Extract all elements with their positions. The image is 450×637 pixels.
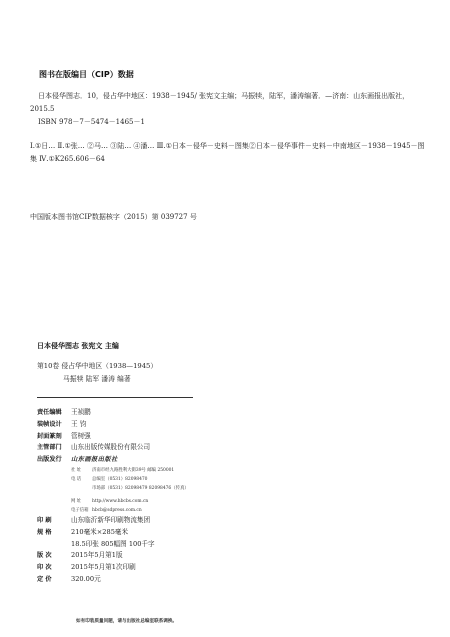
spec-row bbox=[37, 527, 189, 539]
publisher-phone-editorial: 总编室（0531）82098470 bbox=[92, 476, 148, 482]
publisher-website: http://www.hbcbs.com.cn bbox=[92, 498, 149, 504]
spec-value: 山东临沂新华印刷物流集团 bbox=[71, 515, 151, 524]
spec-row bbox=[37, 539, 189, 551]
credit-value: 山东出版传媒股份有限公司 bbox=[71, 443, 151, 452]
spec-label: 规 格 bbox=[37, 528, 52, 536]
spec-value: 320.00元 bbox=[71, 574, 101, 583]
quality-notice: 如有印装质量问题，请与出版社总编室联系调换。 bbox=[76, 619, 178, 624]
credit-label: 主管部门 bbox=[37, 444, 62, 452]
phone-key: 电 话 bbox=[71, 476, 82, 482]
spec-label: 印 次 bbox=[37, 564, 52, 572]
spec-label: 印 刷 bbox=[37, 516, 52, 524]
web-key: 网 址 bbox=[71, 498, 82, 504]
cip-catalog-entry: 日本侵华图志．10，侵占华中地区：1938－1945/ 张宪文主编；马振犊，陆军，潘涛编著．—济南：山东画报出版社，2015.5 bbox=[30, 92, 410, 113]
publisher-row bbox=[37, 454, 189, 466]
cip-title: 图书在版编目（CIP）数据 bbox=[39, 70, 134, 79]
publisher-address: 济南市经九路胜利大街39号 邮编 250001 bbox=[92, 467, 175, 473]
publisher-phone-market: 市场部（0531）82098479 82098476（传真） bbox=[92, 485, 189, 491]
spec-label bbox=[37, 539, 71, 551]
credit-value: 管树强 bbox=[71, 431, 91, 440]
volume-authors: 马振犊 陆军 潘涛 编著 bbox=[63, 375, 131, 383]
spec-value: 210毫米×285毫米 bbox=[71, 527, 129, 536]
spec-row bbox=[37, 550, 189, 562]
credit-row bbox=[37, 419, 189, 431]
email-key: 电子信箱 bbox=[71, 507, 89, 513]
publisher-details bbox=[37, 466, 189, 515]
address-key: 社 址 bbox=[71, 467, 82, 473]
spec-label: 定 价 bbox=[37, 575, 52, 583]
credit-row bbox=[37, 442, 189, 454]
credit-label: 装帧设计 bbox=[37, 420, 62, 428]
spec-label: 版 次 bbox=[37, 552, 52, 560]
credit-row bbox=[37, 407, 189, 419]
publisher-logo: 山东画报出版社 bbox=[71, 456, 118, 464]
volume-block bbox=[37, 360, 157, 386]
publisher-email: hbcb@sdpress.com.cn bbox=[92, 507, 142, 513]
spec-row bbox=[37, 515, 189, 527]
spec-row bbox=[37, 574, 189, 586]
divider-line bbox=[37, 397, 193, 398]
cip-classification: Ⅰ.①日… Ⅱ.①张… ②马… ③陆… ④潘… Ⅲ.①日本－侵华－史料－图集②日本－侵华事件－史料－中南地区－1938－1945－图集 Ⅳ.①K265.606－64 bbox=[30, 142, 425, 163]
publisher-label: 出版发行 bbox=[37, 456, 62, 464]
spec-value: 2015年5月第1版 bbox=[71, 551, 123, 560]
cip-isbn: ISBN 978－7－5474－1465－1 bbox=[38, 118, 145, 126]
cip-data-number: 中国版本图书馆CIP数据核字（2015）第 039727 号 bbox=[30, 213, 197, 221]
colophon bbox=[37, 407, 189, 586]
credit-value: 王祯鹏 bbox=[71, 408, 91, 416]
cip-record bbox=[30, 90, 425, 166]
book-series-title: 日本侵华图志 张宪文 主编 bbox=[37, 342, 119, 350]
spec-value: 18.5印张 805幅图 100千字 bbox=[71, 539, 155, 548]
credit-label: 封面篆刻 bbox=[37, 432, 62, 440]
credit-row bbox=[37, 431, 189, 443]
volume-title: 第10卷 侵占华中地区（1938—1945） bbox=[37, 362, 158, 370]
spec-value: 2015年5月第1次印刷 bbox=[71, 563, 136, 572]
credit-label: 责任编辑 bbox=[37, 409, 62, 416]
credit-value: 王 钧 bbox=[71, 419, 87, 428]
spec-row bbox=[37, 562, 189, 574]
